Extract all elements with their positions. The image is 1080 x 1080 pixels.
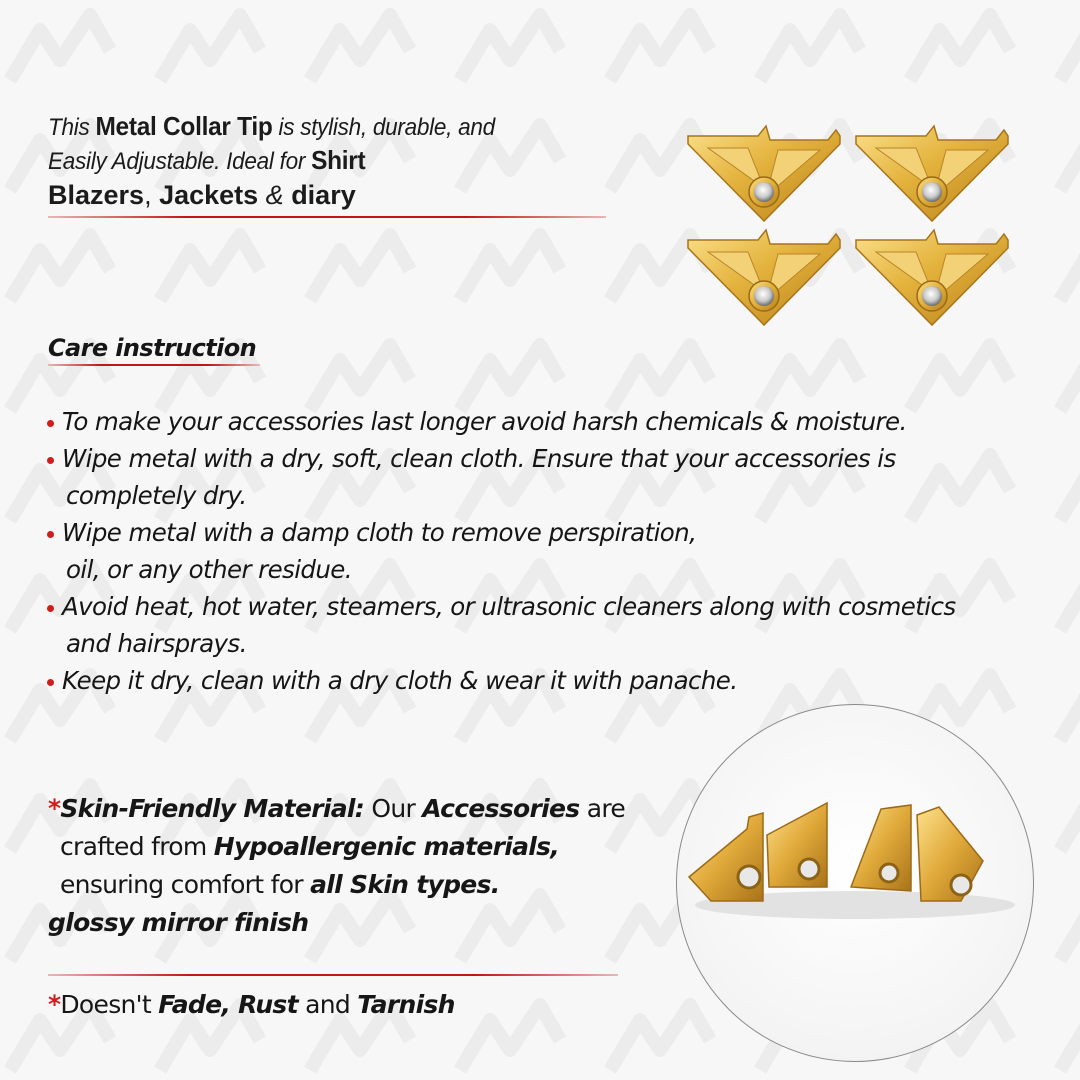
list-item: To make your accessories last longer avoid harsh chemicals & moisture. — [46, 403, 1056, 440]
intro-line-1: This Metal Collar Tip is stylish, durable, and — [48, 111, 495, 141]
care-instruction-title: Care instruction — [48, 334, 260, 366]
feature-line-2: crafted from Hypoallergenic materials, — [60, 832, 560, 861]
feature-no-fade: *Doesn't Fade, Rust and Tarnish — [48, 990, 455, 1019]
features-divider — [48, 974, 618, 976]
collar-tips-closeup-icon — [676, 704, 1034, 1062]
feature-line-3: ensuring comfort for all Skin types. — [60, 870, 500, 899]
list-item: Wipe metal with a dry, soft, clean cloth. Ensure that your accessories is completely dry. — [46, 440, 1056, 514]
list-item: Keep it dry, clean with a dry cloth & wear it with panache. — [46, 662, 1056, 699]
list-item: Avoid heat, hot water, steamers, or ultrasonic cleaners along with cosmetics and hairsprays. — [46, 588, 1056, 662]
bullet-icon — [47, 531, 54, 538]
feature-finish: glossy mirror finish — [48, 908, 309, 937]
product-features — [48, 790, 628, 1024]
collar-tip-pair-right — [851, 805, 983, 901]
bullet-icon — [47, 457, 54, 464]
care-instruction-list — [46, 403, 1056, 699]
intro-line-2: Easily Adjustable. Ideal for Shirt — [48, 145, 366, 175]
feature-skin-friendly: *Skin-Friendly Material: Our Accessories are — [48, 794, 626, 823]
care-title-underline — [48, 364, 260, 366]
product-intro — [48, 110, 608, 218]
list-item: Wipe metal with a damp cloth to remove perspiration, oil, or any other residue. — [46, 514, 1056, 588]
intro-divider — [48, 216, 606, 218]
bullet-icon — [47, 605, 54, 612]
bullet-icon — [47, 679, 54, 686]
intro-line-3: Blazers, Jackets & diary — [48, 180, 356, 210]
four-gold-collar-tips-icon — [670, 120, 1015, 330]
bullet-icon — [47, 420, 54, 427]
collar-tip-pair-left — [689, 803, 827, 901]
product-name: Metal Collar Tip — [95, 111, 273, 141]
